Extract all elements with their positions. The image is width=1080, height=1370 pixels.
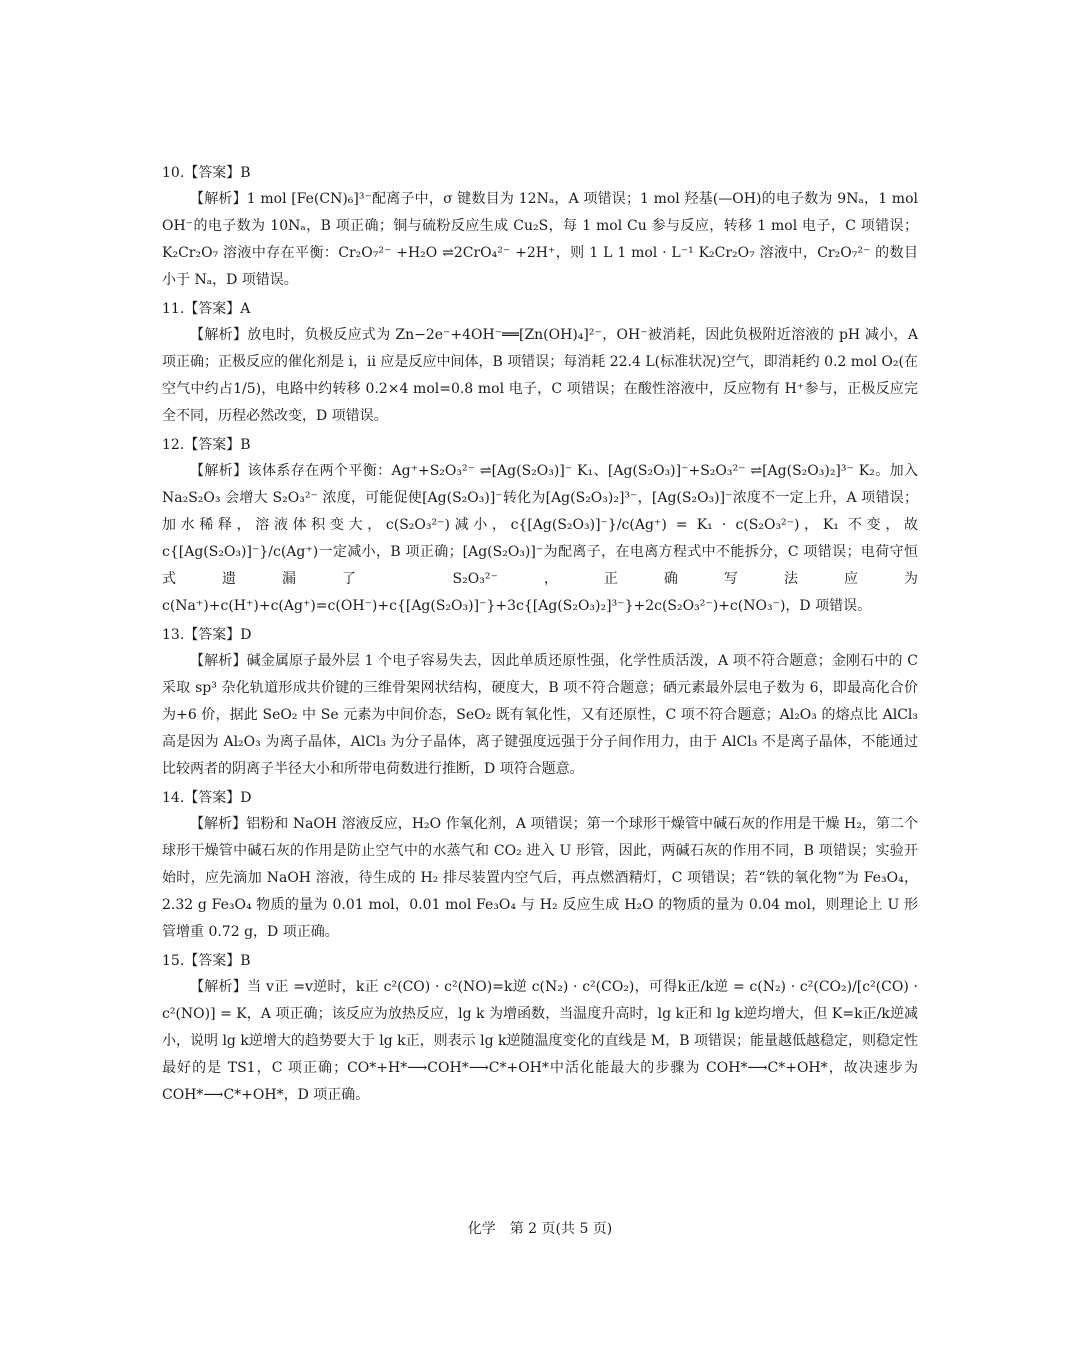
page-footer: 化学 第 2 页(共 5 页) <box>467 1221 613 1237</box>
answer-line: 15.【答案】B <box>162 953 251 969</box>
answer-line: 12.【答案】B <box>162 437 251 453</box>
question-13 <box>162 622 918 783</box>
answer-line: 10.【答案】B <box>162 165 251 181</box>
explanation-text: 【解析】放电时，负极反应式为 Zn−2e⁻+4OH⁻══[Zn(OH)₄]²⁻，OH⁻被消耗，因此负极附近溶液的 pH 减小，A 项正确；正极反应的催化剂是 i，ii 应是反应中间体，B 项错误；每消耗 22.4 L(标准状况)空气，即消耗约 0.2 mol O₂(在空气中约占1/5)，电路中约转移 0.2×4 mol=0.8 mol 电子，C 项错误；在酸性溶液中，反应物有 H⁺参与，正极反应完全不同，历程必然改变，D 项错误。 <box>162 327 918 424</box>
answer-content <box>162 160 918 1111</box>
question-12 <box>162 432 918 620</box>
answer-line: 11.【答案】A <box>162 301 251 317</box>
answer-line: 13.【答案】D <box>162 627 252 643</box>
explanation-text: 【解析】碱金属原子最外层 1 个电子容易失去，因此单质还原性强，化学性质活泼，A 项不符合题意；金刚石中的 C 采取 sp³ 杂化轨道形成共价键的三维骨架网状结构，硬度大，B 项不符合题意；硒元素最外层电子数为 6，即最高化合价为+6 价，据此 SeO₂ 中 Se 元素为中间价态，SeO₂ 既有氧化性，又有还原性，C 项不符合题意；Al₂O₃ 的熔点比 AlCl₃ 高是因为 Al₂O₃ 为离子晶体，AlCl₃ 为分子晶体，离子键强度远强于分子间作用力，由于 AlCl₃ 不是离子晶体，不能通过比较两者的阴离子半径大小和所带电荷数进行推断，D 项符合题意。 <box>162 653 918 777</box>
explanation-text: 【解析】1 mol [Fe(CN)₆]³⁻配离子中，σ 键数目为 12Nₐ，A 项错误；1 mol 羟基(—OH)的电子数为 9Nₐ，1 mol OH⁻的电子数为 10Nₐ，B 项正确；铜与硫粉反应生成 Cu₂S，每 1 mol Cu 参与反应，转移 1 mol 电子，C 项错误；K₂Cr₂O₇ 溶液中存在平衡：Cr₂O₇²⁻ +H₂O ⇌2CrO₄²⁻ +2H⁺，则 1 L 1 mol · L⁻¹ K₂Cr₂O₇ 溶液中，Cr₂O₇²⁻ 的数目小于 Nₐ，D 项错误。 <box>162 191 918 288</box>
question-15 <box>162 948 918 1109</box>
question-10 <box>162 160 918 294</box>
explanation-text: 【解析】铝粉和 NaOH 溶液反应，H₂O 作氧化剂，A 项错误；第一个球形干燥管中碱石灰的作用是干燥 H₂，第二个球形干燥管中碱石灰的作用是防止空气中的水蒸气和 CO₂ 进入 U 形管，因此，两碱石灰的作用不同，B 项错误；实验开始时，应先滴加 NaOH 溶液，待生成的 H₂ 排尽装置内空气后，再点燃酒精灯，C 项错误；若“铁的氧化物”为 Fe₃O₄，2.32 g Fe₃O₄ 物质的量为 0.01 mol，0.01 mol Fe₃O₄ 与 H₂ 反应生成 H₂O 的物质的量为 0.04 mol，则理论上 U 形管增重 0.72 g，D 项正确。 <box>162 816 918 940</box>
explanation-text: 【解析】当 v正 =v逆时，k正 c²(CO) · c²(NO)=k逆 c(N₂) · c²(CO₂)，可得k正/k逆 = c(N₂) · c²(CO₂)/[c²(CO) · c²(NO)] = K，A 项正确；该反应为放热反应，lg k 为增函数，当温度升高时，lg k正和 lg k逆均增大，但 K=k正/k逆减小，说明 lg k逆增大的趋势要大于 lg k正，则表示 lg k逆随温度变化的直线是 M，B 项错误；能量越低越稳定，则稳定性最好的是 TS1，C 项正确；CO*+H*⟶COH*⟶C*+OH*中活化能最大的步骤为 COH*⟶C*+OH*，故决速步为 COH*⟶C*+OH*，D 项正确。 <box>162 979 918 1103</box>
question-14 <box>162 785 918 946</box>
explanation-text: 【解析】该体系存在两个平衡：Ag⁺+S₂O₃²⁻ ⇌[Ag(S₂O₃)]⁻ K₁、[Ag(S₂O₃)]⁻+S₂O₃²⁻ ⇌[Ag(S₂O₃)₂]³⁻ K₂。加入 Na₂S₂O₃ 会增大 S₂O₃²⁻ 浓度，可能促使[Ag(S₂O₃)]⁻转化为[Ag(S₂O₃)₂]³⁻，[Ag(S₂O₃)]⁻浓度不一定上升，A 项错误；加水稀释，溶液体积变大，c(S₂O₃²⁻)减小，c{[Ag(S₂O₃)]⁻}/c(Ag⁺) = K₁ · c(S₂O₃²⁻)，K₁ 不变，故 c{[Ag(S₂O₃)]⁻}/c(Ag⁺)一定减小，B 项正确；[Ag(S₂O₃)]⁻为配离子，在电离方程式中不能拆分，C 项错误；电荷守恒式遗漏了 S₂O₃²⁻，正确写法应为 c(Na⁺)+c(H⁺)+c(Ag⁺)=c(OH⁻)+c{[Ag(S₂O₃)]⁻}+3c{[Ag(S₂O₃)₂]³⁻}+2c(S₂O₃²⁻)+c(NO₃⁻)，D 项错误。 <box>162 463 918 614</box>
question-11 <box>162 296 918 430</box>
answer-line: 14.【答案】D <box>162 790 252 806</box>
